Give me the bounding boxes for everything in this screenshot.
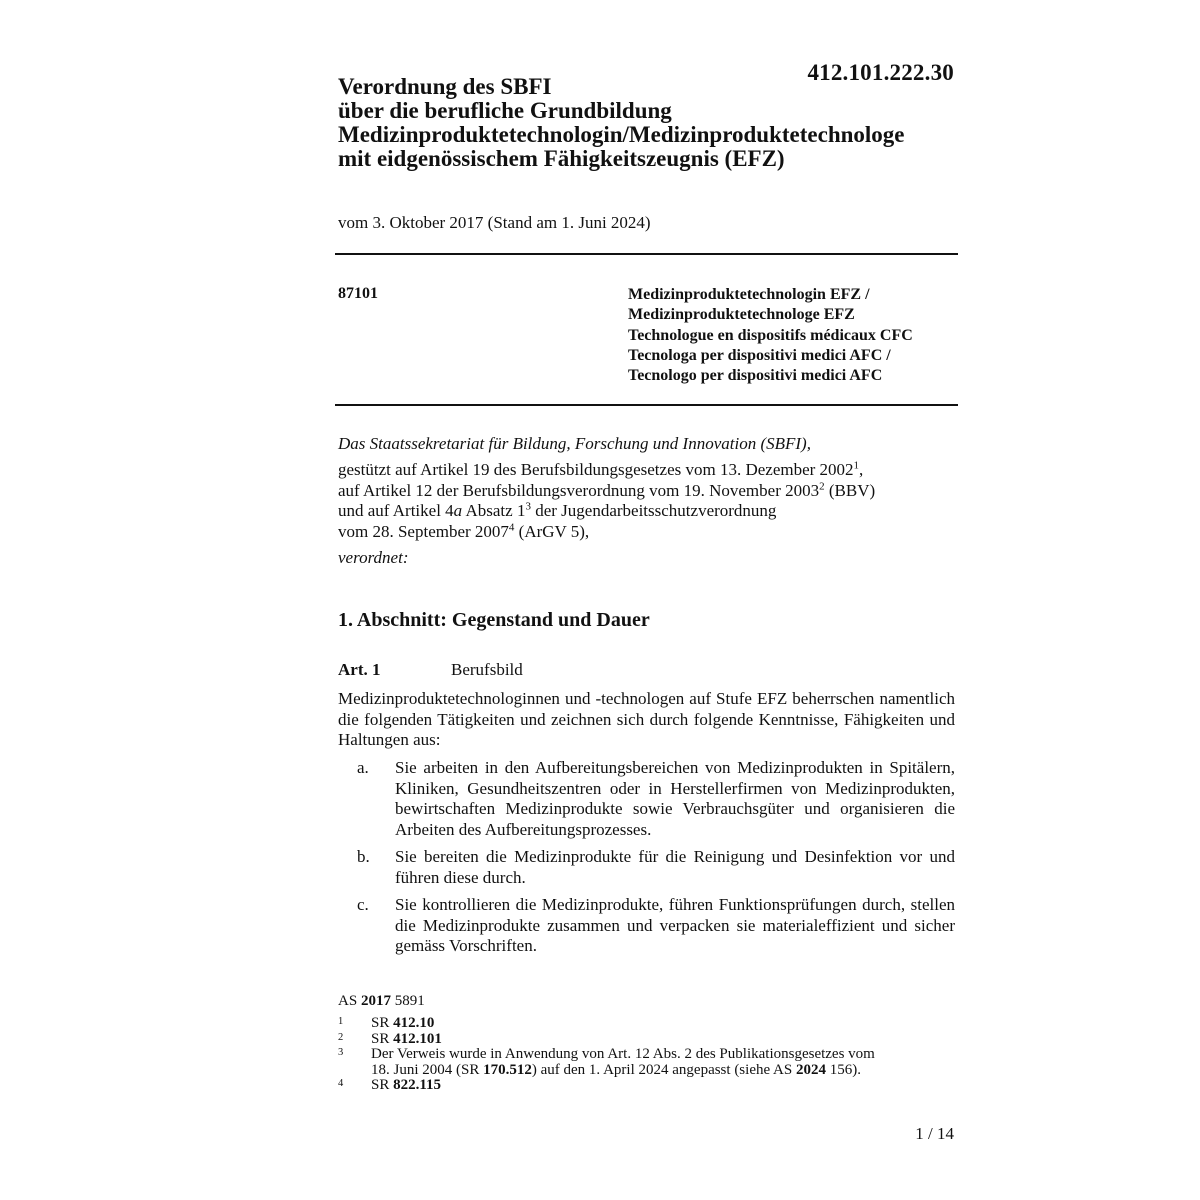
bottom-divider xyxy=(335,404,958,406)
preamble-line xyxy=(338,501,958,522)
list-letter: a. xyxy=(357,758,369,777)
sr-number: 412.101.222.30 xyxy=(807,60,954,85)
preamble-text: gestützt auf Artikel 19 des Berufsbildungsgesetzes vom 13. Dezember 2002 xyxy=(338,460,854,479)
preamble-line xyxy=(338,522,958,543)
designation-line: Medizinproduktetechnologe EFZ xyxy=(628,306,855,324)
list-letter: c. xyxy=(357,895,369,914)
as-prefix: AS xyxy=(338,993,361,1009)
footnote-year: 2024 xyxy=(795,1061,826,1078)
preamble-intro: Das Staatssekretariat für Bildung, Forschung und Innovation (SBFI), xyxy=(338,434,811,453)
preamble-text: Absatz 1 xyxy=(462,501,526,520)
designation-line: Tecnologo per dispositivi medici AFC xyxy=(628,367,883,385)
list-item xyxy=(338,847,955,888)
footnote-text: ) auf den 1. April 2024 angepasst (siehe AS xyxy=(531,1061,796,1078)
date-line: vom 3. Oktober 2017 (Stand am 1. Juni 2024) xyxy=(338,213,651,232)
title-line: Verordnung des SBFI xyxy=(338,74,552,99)
preamble-text: , xyxy=(859,460,864,479)
article-intro: Medizinproduktetechnologinnen und -technologen auf Stufe EFZ beherrschen namentlich die folgenden Tätigkeiten und zeichnen sich durch folgende Kenntnisse, Fähigkeiten und Haltungen aus: xyxy=(338,689,955,749)
designation-line: Medizinproduktetechnologin EFZ / xyxy=(628,286,870,303)
footnote-number: 3 xyxy=(338,1047,344,1058)
preamble xyxy=(338,460,958,542)
as-year: 2017 xyxy=(360,993,391,1009)
list-text: Sie bereiten die Medizinprodukte für die Reinigung und Desinfektion vor und führen diese durch. xyxy=(395,847,955,887)
list-text: Sie kontrollieren die Medizinprodukte, führen Funktionsprüfungen durch, stellen die Medizinprodukte zusammen und verpacken sie materialeffizient und sicher gemäss Vorschriften. xyxy=(395,895,955,955)
preamble-text: a xyxy=(453,501,463,520)
footnote xyxy=(338,1047,958,1078)
footnote-number: 2 xyxy=(338,1031,344,1043)
title-line: über die berufliche Grundbildung xyxy=(338,98,672,123)
list-letter: b. xyxy=(357,847,370,866)
footnote-ref[interactable]: 3 xyxy=(525,500,531,513)
title-line: mit eidgenössischem Fähigkeitszeugnis (EFZ) xyxy=(338,146,785,171)
article-title: Berufsbild xyxy=(451,660,523,679)
footnote xyxy=(338,1016,958,1032)
footnote xyxy=(338,1032,958,1048)
designation-line: Technologue en dispositifs médicaux CFC xyxy=(628,326,913,344)
official-compilation-reference xyxy=(338,993,425,1010)
title-line: Medizinproduktetechnologin/Medizinproduktetechnologe xyxy=(338,122,905,147)
preamble-text: der Jugendarbeitsschutzverordnung xyxy=(530,501,777,520)
footnote-ref-link[interactable]: 170.512 xyxy=(483,1061,532,1078)
article-list xyxy=(338,758,955,964)
preamble-text: vom 28. September 2007 xyxy=(338,521,509,541)
footnote-ref[interactable]: 1 xyxy=(853,459,860,472)
footnote-text: SR xyxy=(371,1015,394,1031)
preamble-text: (ArGV 5), xyxy=(514,521,590,541)
verordnet: verordnet: xyxy=(338,548,409,567)
footnotes xyxy=(338,1016,958,1094)
footnote-ref[interactable]: 4 xyxy=(508,520,515,533)
page-title xyxy=(338,75,978,171)
footnote-ref-link[interactable]: 822.115 xyxy=(393,1077,442,1093)
list-text: Sie arbeiten in den Aufbereitungsbereichen von Medizinprodukten in Spitälern, Kliniken, Gesundheitszentren oder in Herstellerfirmen von Medizinprodukten, bewirtschaften Medizinprodukte sowie Verbrauchsgüter und organisieren die Arbeiten des Aufbereitungsprozesses. xyxy=(395,758,955,839)
footnote-ref-link[interactable]: 412.10 xyxy=(393,1015,435,1031)
footnote xyxy=(338,1078,958,1094)
preamble-line xyxy=(338,481,958,502)
designation-line: Tecnologa per dispositivi medici AFC / xyxy=(628,346,891,364)
preamble-line xyxy=(338,460,958,481)
list-item xyxy=(338,895,955,957)
section-heading: 1. Abschnitt: Gegenstand und Dauer xyxy=(338,609,650,631)
profession-designations xyxy=(628,285,968,386)
footnote-line xyxy=(371,1063,958,1079)
footnote-text: Der Verweis wurde in Anwendung von Art. 12 Abs. 2 des Publikationsgesetzes vom xyxy=(371,1046,875,1062)
preamble-text: und auf Artikel 4 xyxy=(338,501,454,520)
footnote-ref[interactable]: 2 xyxy=(819,479,825,492)
list-item xyxy=(338,758,955,840)
preamble-text: auf Artikel 12 der Berufsbildungsverordnung vom 19. November 2003 xyxy=(338,480,820,500)
profession-code: 87101 xyxy=(338,285,378,302)
footnote-text: 18. Juni 2004 (SR xyxy=(371,1061,484,1078)
footnote-text: SR xyxy=(371,1030,394,1047)
article-label: Art. 1 xyxy=(338,660,381,679)
footnote-text: SR xyxy=(371,1077,394,1093)
as-page: 5891 xyxy=(390,993,425,1009)
footnote-text: 156). xyxy=(825,1061,861,1078)
page-number: 1 / 14 xyxy=(915,1124,954,1143)
footnote-number: 4 xyxy=(338,1078,344,1089)
footnote-ref-link[interactable]: 412.101 xyxy=(393,1030,442,1047)
footnote-number: 1 xyxy=(338,1016,344,1027)
top-divider xyxy=(335,253,958,255)
preamble-text: (BBV) xyxy=(824,480,876,500)
